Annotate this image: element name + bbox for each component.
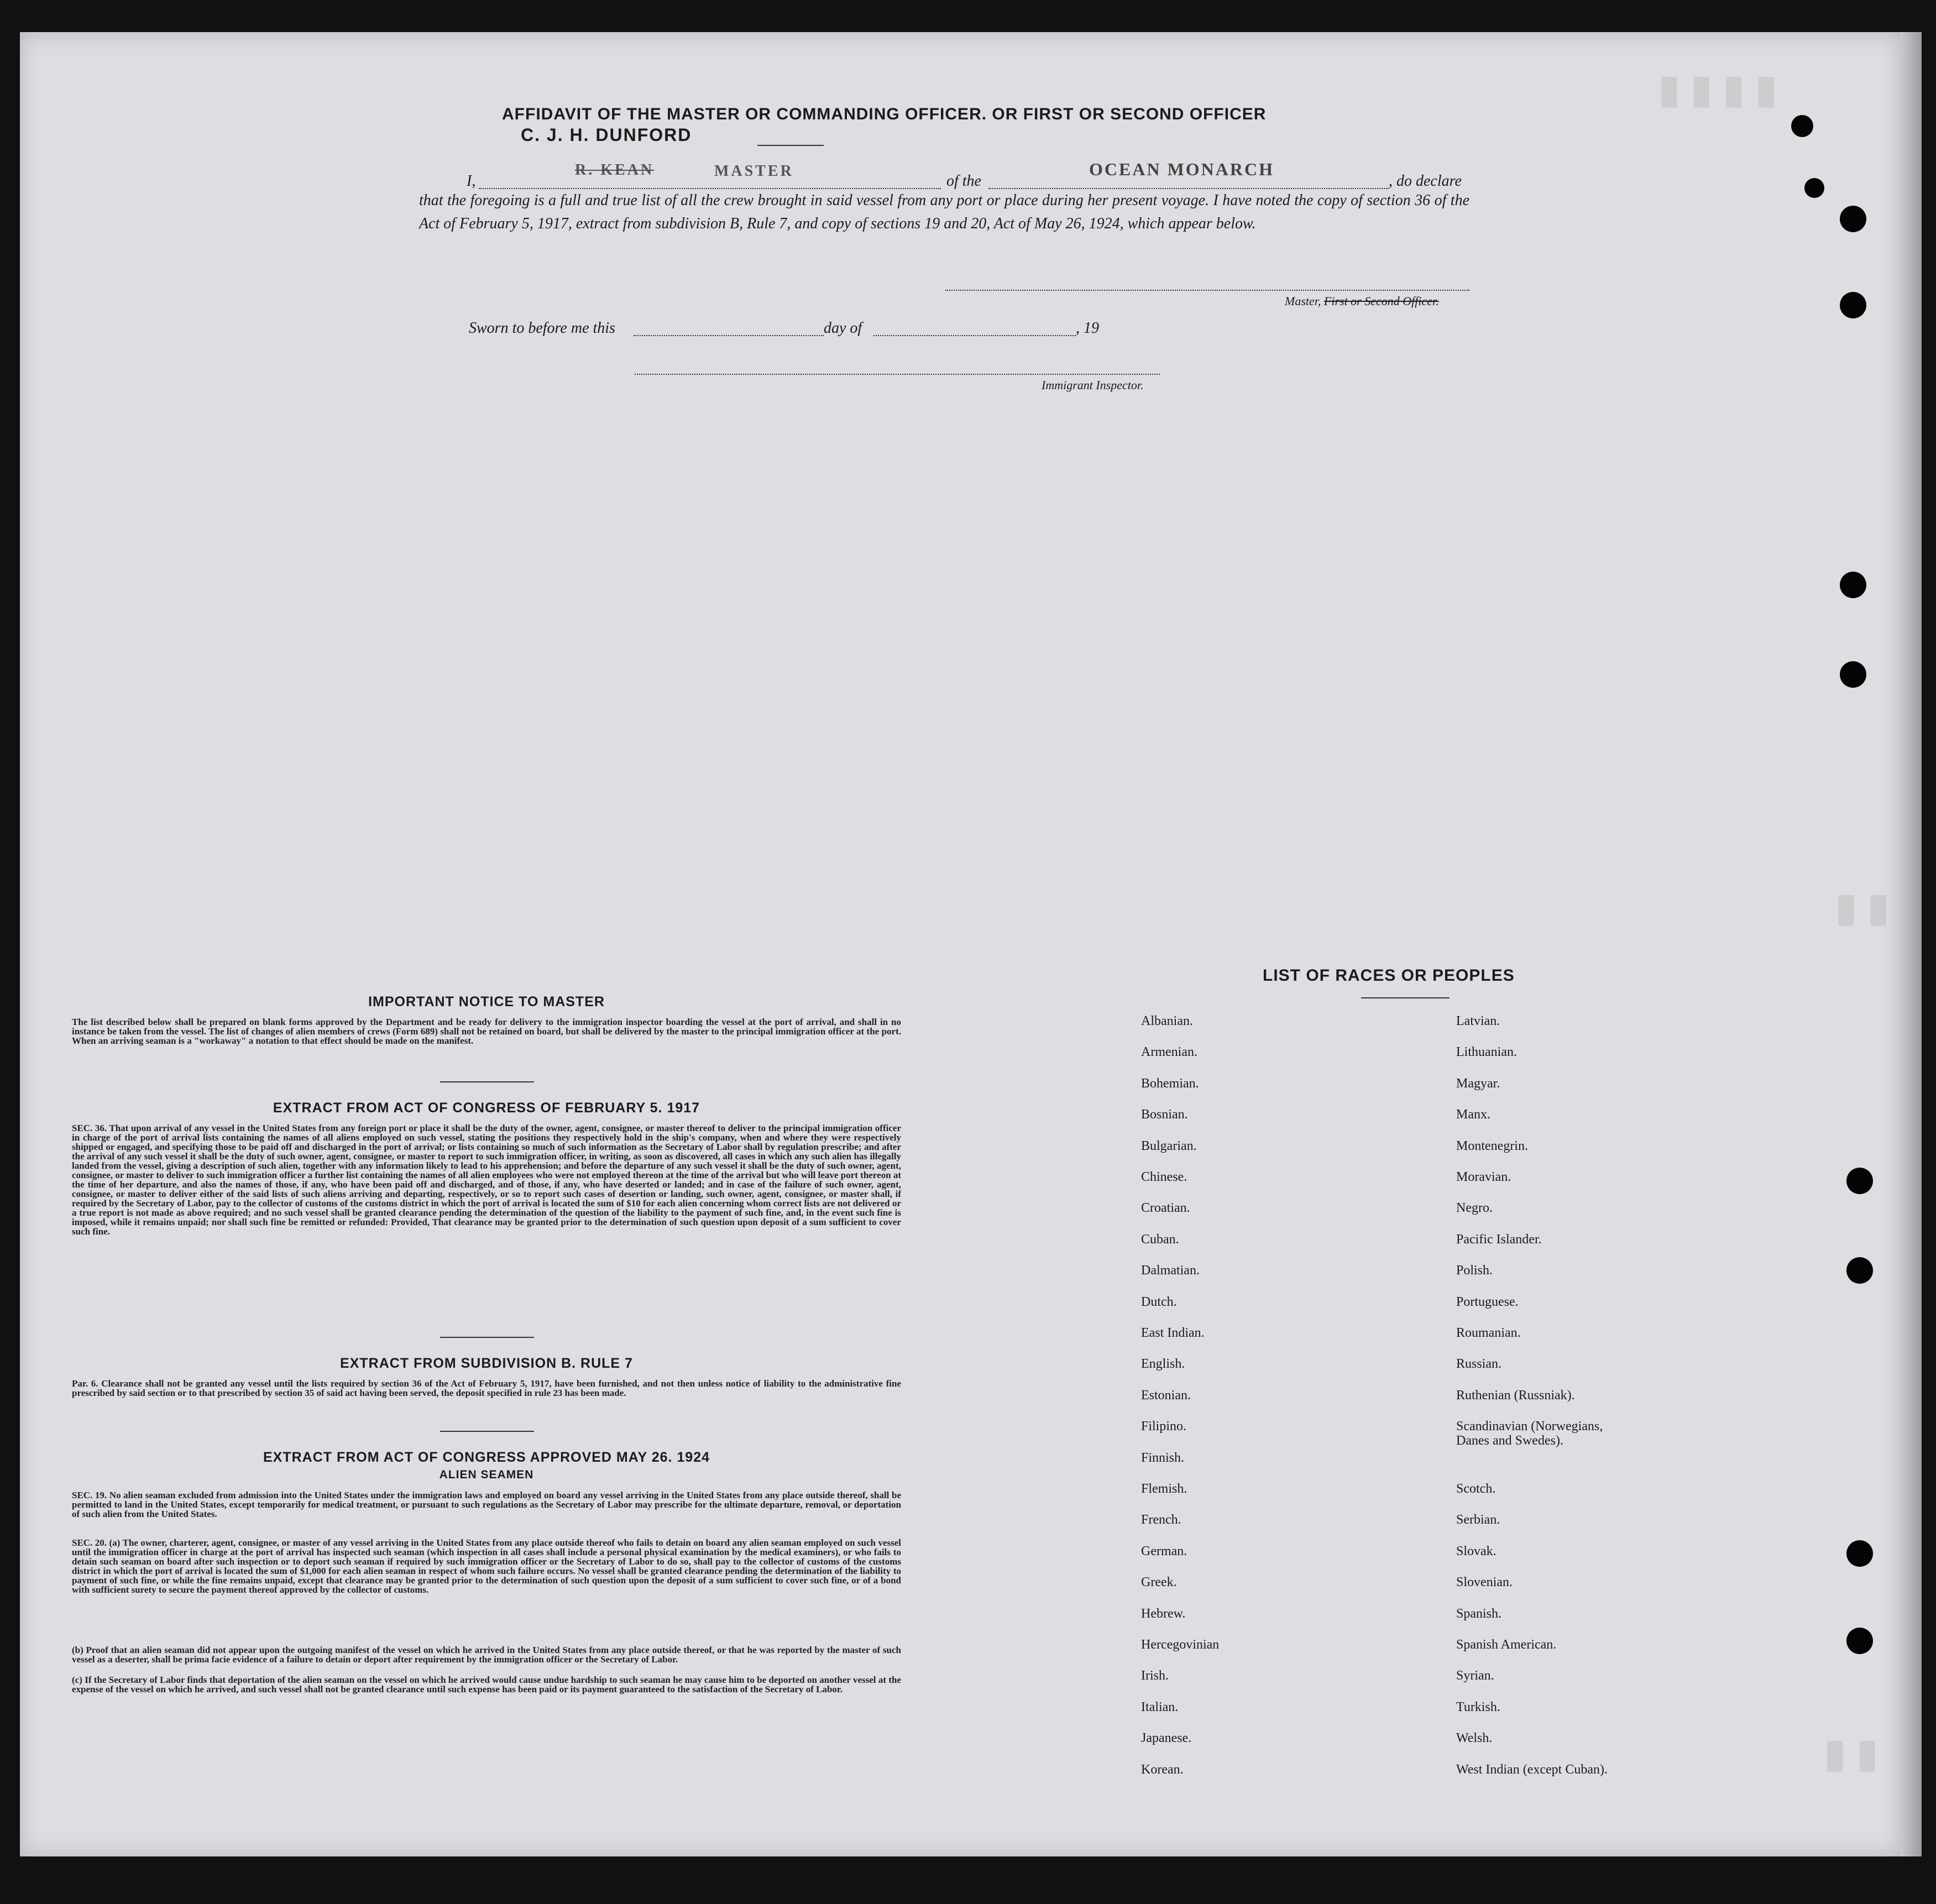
master-name-typed: C. J. H. DUNFORD <box>521 125 692 145</box>
signature-label-struck: First or Second Officer. <box>1323 294 1439 308</box>
sec-19-text: SEC. 19. No alien seaman excluded from admission into the United States under the immigration laws and employed on board any vessel arriving in the United States from any place outside thereof, shall be permitted to land in the United States, except temporarily for medical treatment, or pursuant to such regulations as the Secretary of Labor may prescribe for the ultimate departure, removal, or deportation of such alien from the United States. <box>72 1490 901 1519</box>
race-item: Bulgarian. <box>1141 1139 1197 1153</box>
race-item: Scandinavian (Norwegians, Danes and Swedes). <box>1456 1419 1603 1448</box>
rule-7-text: Par. 6. Clearance shall not be granted any vessel until the lists required by section 36 of the Act of February 5, 1917, have been furnished, and not then unless notice of liability to the administrative fine prescribed by said section or to that prescribed by section 35 of said act having been served, the deposit specified in rule 23 has been made. <box>72 1378 901 1398</box>
notice-title: IMPORTANT NOTICE TO MASTER <box>368 994 605 1009</box>
vessel-name-text: OCEAN MONARCH <box>1089 159 1274 179</box>
race-item: Armenian. <box>1141 1045 1197 1059</box>
race-item: Moravian. <box>1456 1170 1511 1184</box>
race-item: Syrian. <box>1456 1668 1494 1683</box>
binder-hole <box>1804 178 1824 198</box>
race-item: Greek. <box>1141 1575 1177 1589</box>
race-item: Bohemian. <box>1141 1076 1199 1091</box>
race-item: Slovenian. <box>1456 1575 1513 1589</box>
race-item: Ruthenian (Russniak). <box>1456 1388 1575 1403</box>
race-item: Spanish. <box>1456 1607 1502 1621</box>
race-item: English. <box>1141 1357 1185 1371</box>
race-item: Polish. <box>1456 1263 1493 1278</box>
day-of-label: day of <box>824 320 862 337</box>
races-title-underline <box>1361 997 1450 998</box>
race-item: Turkish. <box>1456 1700 1500 1714</box>
race-item: Serbian. <box>1456 1513 1500 1527</box>
struck-name: R. KEAN <box>575 161 655 179</box>
role-stamp: MASTER <box>714 163 794 180</box>
notice-text: The list described below shall be prepared on blank forms approved by the Department and be ready for delivery to the immigration inspector boarding the vessel at the port of arrival, and shall in no instance be taken from the vessel. The list of changes of alien members of crews (Form 689) shall not be retained on board, but shall be delivered by the master to the principal immigration officer at the port. When an arriving seaman is a "workaway" a notation to that effect should be made on the manifest. <box>72 1017 901 1046</box>
race-item: Magyar. <box>1456 1076 1500 1091</box>
race-item: Albanian. <box>1141 1014 1193 1028</box>
race-item: Hebrew. <box>1141 1607 1186 1621</box>
page-edge-shadow <box>1901 32 1922 1856</box>
race-item: Montenegrin. <box>1456 1139 1528 1153</box>
signature-label-master: Master, <box>1285 294 1321 308</box>
race-item: Welsh. <box>1456 1731 1493 1745</box>
race-item: Bosnian. <box>1141 1107 1188 1122</box>
race-item: Dalmatian. <box>1141 1263 1200 1278</box>
sworn-day-line <box>634 335 824 336</box>
races-title: LIST OF RACES OR PEOPLES <box>1263 966 1515 985</box>
inspector-label: Immigrant Inspector. <box>1042 378 1144 392</box>
race-item: Manx. <box>1456 1107 1490 1122</box>
race-item: Roumanian. <box>1456 1326 1521 1340</box>
signature-caption <box>1285 294 1439 308</box>
race-item: Portuguese. <box>1456 1295 1519 1309</box>
race-item: West Indian (except Cuban). <box>1456 1762 1608 1777</box>
extract-1917-text: SEC. 36. That upon arrival of any vessel in the United States from any foreign port or place it shall be the duty of the owner, agent, consignee, or master thereof to deliver to the principal immigration officer in charge of the port of arrival lists containing the names of all aliens employed on such vessel, stating the positions they respectively hold in the ship's company, when and where they were respectively shipped or engaged, and specifying those to be paid off and discharged in the port of arrival; or lists containing so much of such information as the Secretary of Labor shall by regulation prescribe; and after the arrival of any such vessel it shall be the duty of such owner, agent, consignee, or master to report to such immigration officer, in writing, as soon as discovered, all cases in which any such alien has illegally landed from the vessel, giving a description of such alien, together with any information likely to lead to his apprehension; and before the departure of any such vessel it shall be the duty of such owner, agent, consignee, or master to deliver to such immigration officer a further list containing the names of all alien employees who were not employed thereon at the time of the arrival but who will leave port thereon at the time of her departure, and also the names of those, if any, who have been paid off and discharged, and of those, if any, who have deserted or landed; and in case of the failure of such owner, agent, consignee, or master to deliver either of the said lists of such aliens arriving and departing, respectively, or so to report such cases of desertion or landing, such owner, agent, consignee, or master shall, if required by the Secretary of Labor, pay to the collector of customs of the customs district in which the port of arrival is located the sum of $10 for each alien concerning whom correct lists are not delivered or a true report is not made as above required; and no such vessel shall be granted clearance pending the determination of the question of the liability to the payment of such fine, and, in the event such fine is imposed, while it remains unpaid; nor shall such fine be remitted or refunded: Provided, That clearance may be granted prior to the determination of such question upon deposit of a sum sufficient to cover such fine. <box>72 1123 901 1237</box>
race-item: German. <box>1141 1544 1187 1558</box>
race-item: Slovak. <box>1456 1544 1497 1558</box>
bleed-through-mark: ▮▮ <box>1835 886 1901 929</box>
sworn-month-line <box>873 335 1076 336</box>
year-label: , 19 <box>1076 320 1099 337</box>
do-declare-label: , do declare <box>1389 172 1462 190</box>
race-item: Lithuanian. <box>1456 1045 1517 1059</box>
section-divider <box>440 1081 534 1082</box>
rule-7-title: EXTRACT FROM SUBDIVISION B. RULE 7 <box>340 1356 633 1371</box>
race-item: Cuban. <box>1141 1232 1179 1247</box>
race-item: Japanese. <box>1141 1731 1192 1745</box>
race-item: Flemish. <box>1141 1482 1187 1496</box>
sec-20a-text: SEC. 20. (a) The owner, charterer, agent, consignee, or master of any vessel arriving in the United States from any place outside thereof who fails to detain on board any alien seaman employed on such vessel until the immigration officer in charge at the port of arrival has inspected such seaman (which inspection in all cases shall include a personal physical examination by the medical examiners), or who fails to detain such seaman on board after such inspection or to deport such seaman if required by such immigration officer or the Secretary of Labor to do so, shall pay to the collector of customs of the customs district in which the port of arrival is located the sum of $1,000 for each alien seaman in respect of whom such failure occurs. No vessel shall be granted clearance pending the determination of the liability to payment of such fine, or while the fine remains unpaid, except that clearance may be granted prior to the determination of such question upon the deposit of a sum sufficient to cover such fine, or of a bond with sufficient surety to secure the payment thereof approved by the collector of customs. <box>72 1537 901 1595</box>
binder-hole <box>1840 661 1866 688</box>
race-item: Estonian. <box>1141 1388 1191 1403</box>
binder-hole <box>1846 1257 1873 1284</box>
race-item: Italian. <box>1141 1700 1179 1714</box>
race-item: Russian. <box>1456 1357 1502 1371</box>
binder-hole <box>1791 115 1813 137</box>
race-item: Chinese. <box>1141 1170 1187 1184</box>
binder-hole <box>1846 1168 1873 1194</box>
section-divider <box>440 1337 534 1338</box>
race-item: Pacific Islander. <box>1456 1232 1542 1247</box>
binder-hole <box>1840 292 1866 318</box>
race-item: Latvian. <box>1456 1014 1500 1028</box>
binder-hole <box>1846 1628 1873 1654</box>
declaration-text: that the foregoing is a full and true list of all the crew brought in said vessel from any port or place during her present voyage. I have noted the copy of section 36 of the Act of February 5, 1917, extract from subdivision B, Rule 7, and copy of sections 19 and 20, Act of May 26, 1924, which appear below. <box>419 192 1469 232</box>
inspector-signature-line <box>635 374 1160 375</box>
i-label: I, <box>467 172 476 190</box>
bleed-through-mark: ▮▮ <box>1824 1732 1890 1775</box>
race-item: Finnish. <box>1141 1451 1185 1465</box>
binder-hole <box>1840 206 1866 232</box>
binder-hole <box>1840 572 1866 598</box>
race-item: Hercegovinian <box>1141 1638 1220 1652</box>
race-item: French. <box>1141 1513 1181 1527</box>
race-item: Scotch. <box>1456 1482 1496 1496</box>
binder-hole <box>1846 1540 1873 1567</box>
race-item: Dutch. <box>1141 1295 1177 1309</box>
master-signature-line <box>945 290 1469 291</box>
alien-seamen-subtitle: ALIEN SEAMEN <box>439 1468 534 1481</box>
race-item: Irish. <box>1141 1668 1169 1683</box>
sworn-label: Sworn to before me this <box>469 320 615 337</box>
of-the-label: of the <box>946 172 981 190</box>
sec-20c-text: (c) If the Secretary of Labor finds that deportation of the alien seaman on the vessel on which he arrived would cause undue hardship to such seaman he may cause him to be deported on another vessel at the expense of the vessel on which he arrived, and such vessel shall not be granted clearance until such expense has been paid or its payment guaranteed to the satisfaction of the Secretary of Labor. <box>72 1675 901 1694</box>
extract-1917-title: EXTRACT FROM ACT OF CONGRESS OF FEBRUARY 5. 1917 <box>273 1100 700 1116</box>
section-divider <box>440 1431 534 1432</box>
extract-1924-title: EXTRACT FROM ACT OF CONGRESS APPROVED MAY 26. 1924 <box>263 1450 710 1465</box>
bleed-through-mark: ▮▮▮▮ <box>1658 67 1788 111</box>
race-item: Croatian. <box>1141 1201 1190 1215</box>
sec-20b-text: (b) Proof that an alien seaman did not appear upon the outgoing manifest of the vessel on which he arrived in the United States from any place outside thereof, or that he was reported by the master of such vessel as a deserter, shall be prima facie evidence of a failure to detain or deport after requirement by the immigration officer or the Secretary of Labor. <box>72 1645 901 1665</box>
race-item: Korean. <box>1141 1762 1184 1777</box>
race-item: Negro. <box>1456 1201 1493 1215</box>
race-item: Spanish American. <box>1456 1638 1557 1652</box>
affidavit-heading: AFFIDAVIT OF THE MASTER OR COMMANDING OFFICER. OR FIRST OR SECOND OFFICER <box>502 105 1267 123</box>
vessel-name <box>1089 159 1274 180</box>
race-item: East Indian. <box>1141 1326 1205 1340</box>
master-name-underline <box>757 145 824 146</box>
race-item: Filipino. <box>1141 1419 1187 1434</box>
